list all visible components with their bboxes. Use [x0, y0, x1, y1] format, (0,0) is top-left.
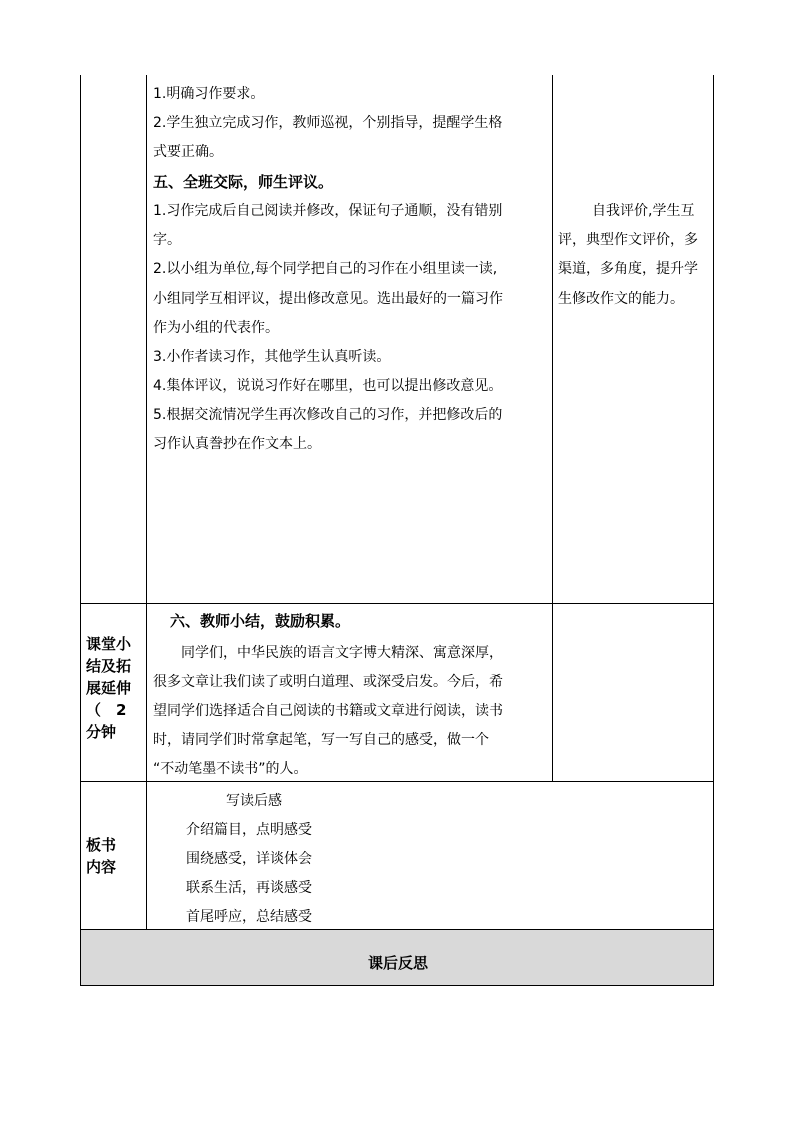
design-note-line: 评，典型作文评价，多 — [558, 232, 698, 248]
design-note-line: 自我评价,学生互 — [592, 203, 695, 219]
row-divider-2 — [80, 781, 714, 782]
summary-label: 课堂小 — [86, 635, 132, 653]
process-line: 式要正确。 — [153, 144, 223, 160]
summary-label: 分钟 — [86, 723, 117, 741]
summary-line: 很多文章让我们读了或明白道理、或深受启发。今后，希 — [153, 674, 503, 690]
process-line: 5.根据交流情况学生再次修改自己的习作，并把修改后的 — [153, 407, 503, 423]
row-divider-1 — [80, 603, 714, 604]
process-line: 4.集体评议，说说习作好在哪里，也可以提出修改意见。 — [153, 378, 503, 394]
design-note-line: 生修改作文的能力。 — [558, 291, 684, 307]
process-line: 1.明确习作要求。 — [153, 86, 265, 102]
summary-label: 结及拓 — [86, 657, 132, 675]
column-divider-2 — [552, 75, 553, 781]
board-item: 介绍篇目，点明感受 — [186, 822, 312, 838]
board-item: 围绕感受，详谈体会 — [186, 851, 312, 867]
table-border-bottom — [80, 985, 714, 986]
section-heading-6: 六、教师小结，鼓励积累。 — [170, 612, 351, 630]
design-note-line: 渠道，多角度，提升学 — [558, 261, 698, 277]
summary-line: 同学们，中华民族的语言文字博大精深、寓意深厚， — [181, 645, 503, 661]
board-item: 联系生活，再谈感受 — [186, 880, 312, 896]
board-label: 板书 — [86, 836, 117, 854]
process-line: 3.小作者读习作，其他学生认真听读。 — [153, 349, 391, 365]
summary-line: 望同学们选择适合自己阅读的书籍或文章进行阅读，读书 — [153, 703, 503, 719]
reflection-heading: 课后反思 — [368, 954, 429, 972]
board-label: 内容 — [86, 858, 117, 876]
process-line: 习作认真誊抄在作文本上。 — [153, 436, 321, 452]
table-border-left — [80, 75, 81, 986]
summary-line: 时，请同学们时常拿起笔，写一写自己的感受，做一个 — [153, 732, 489, 748]
process-line: 字。 — [153, 232, 181, 248]
process-line: 小组同学互相评议，提出修改意见。选出最好的一篇习作 — [153, 291, 503, 307]
column-divider-1 — [146, 75, 147, 930]
board-item: 首尾呼应，总结感受 — [186, 909, 312, 925]
process-line: 作为小组的代表作。 — [153, 320, 279, 336]
process-line: 2.学生独立完成习作，教师巡视，个别指导，提醒学生格 — [153, 115, 503, 131]
process-line: 1.习作完成后自己阅读并修改，保证句子通顺，没有错别 — [153, 203, 503, 219]
summary-label: （ 2 — [86, 701, 127, 719]
process-line: 2.以小组为单位,每个同学把自己的习作在小组里读一读, — [153, 261, 498, 277]
summary-label: 展延伸 — [86, 679, 132, 697]
table-border-right — [713, 75, 714, 986]
board-title: 写读后感 — [226, 793, 282, 809]
summary-line: “不动笔墨不读书”的人。 — [153, 761, 308, 777]
section-heading-5: 五、全班交际，师生评议。 — [153, 173, 334, 191]
